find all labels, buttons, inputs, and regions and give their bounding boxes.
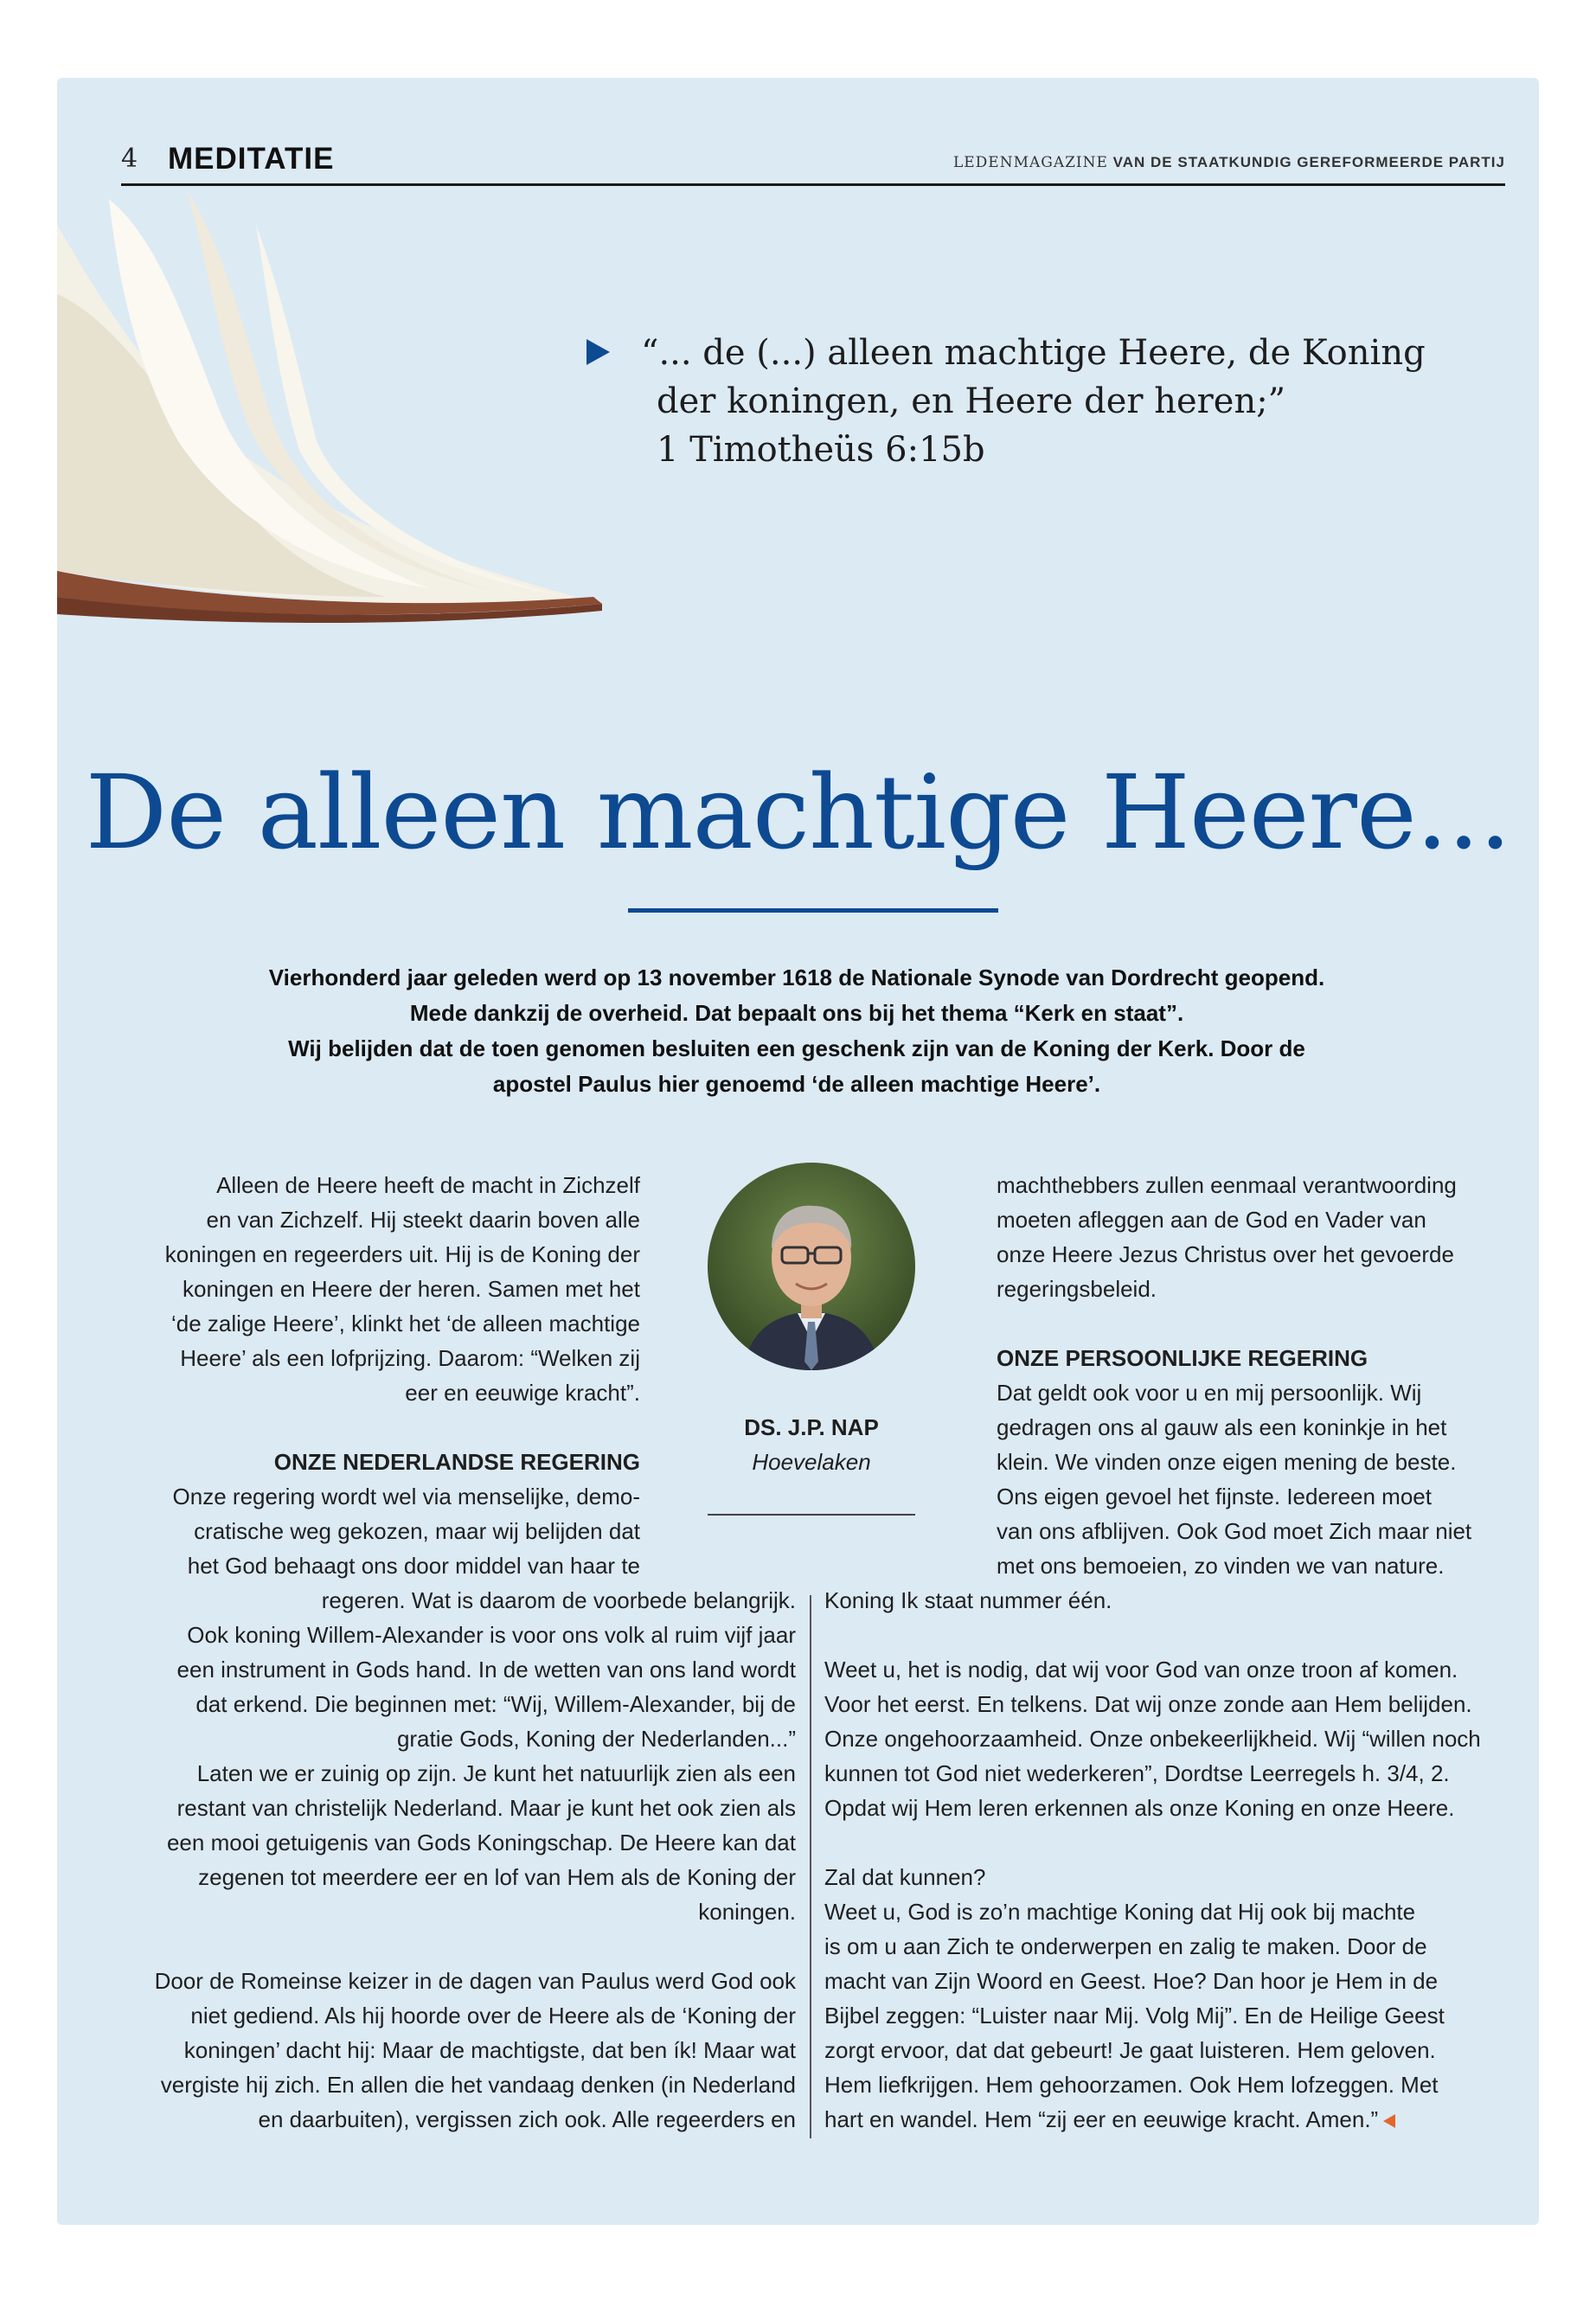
- page-header: [121, 142, 1505, 186]
- body-line: een instrument in Gods hand. In de wetten van ons land wordt: [176, 1657, 796, 1682]
- body-line: Weet u, het is nodig, dat wij voor God van onze troon af komen.: [824, 1657, 1458, 1682]
- quote-arrow-icon: [586, 339, 610, 365]
- body-line: restant van christelijk Nederland. Maar je kunt het ook zien als: [176, 1795, 796, 1821]
- body-line: Voor het eerst. En telkens. Dat wij onze zonde aan Hem belijden.: [824, 1691, 1472, 1717]
- body-line: Hem liefkrijgen. Hem gehoorzamen. Ook Hem lofzeggen. Met: [824, 2072, 1439, 2098]
- body-line: machthebbers zullen eenmaal verantwoording: [997, 1172, 1457, 1198]
- body-line: en daarbuiten), vergissen zich ook. Alle regeerders en: [258, 2106, 796, 2132]
- body-column-left-bottom: [121, 1583, 796, 2137]
- body-line: kunnen tot God niet wederkeren”, Dordtse Leerregels h. 3/4, 2.: [824, 1760, 1450, 1786]
- body-line: Door de Romeinse keizer in de dagen van Paulus werd God ook: [154, 1968, 796, 1994]
- body-line: cratische weg gekozen, maar wij belijden dat: [194, 1518, 640, 1544]
- section-title: MEDITATIE: [168, 142, 335, 176]
- body-line: Ons eigen gevoel het fijnste. Iedereen moet: [997, 1484, 1432, 1509]
- quote-line: der koningen, en Heere der heren;”: [657, 381, 1286, 421]
- body-line: Dat geldt ook voor u en mij persoonlijk. Wij: [997, 1380, 1422, 1406]
- body-line: met ons bemoeien, zo vinden we van nature.: [997, 1553, 1445, 1579]
- body-line: eer en eeuwige kracht”.: [405, 1380, 640, 1406]
- body-line: is om u aan Zich te onderwerpen en zalig te maken. Door de: [824, 1933, 1427, 1959]
- page-number: 4: [121, 144, 138, 174]
- body-line: zorgt ervoor, dat dat gebeurt! Je gaat luisteren. Hem geloven.: [824, 2037, 1436, 2063]
- body-line: koningen en regeerders uit. Hij is de Koning der: [164, 1241, 640, 1267]
- body-line: het God behaagt ons door middel van haar te: [187, 1553, 640, 1579]
- body-column-right-bottom: [824, 1583, 1516, 2137]
- body-line: regeringsbeleid.: [997, 1276, 1157, 1302]
- body-line: regeren. Wat is daarom de voorbede belangrijk.: [321, 1587, 796, 1613]
- scripture-quote: [641, 329, 1471, 474]
- body-column-left-top: [121, 1168, 640, 1583]
- body-line: Weet u, God is zo’n machtige Koning dat Hij ook bij machte: [824, 1899, 1416, 1925]
- quote-line: “... de (...) alleen machtige Heere, de Koning: [641, 333, 1426, 373]
- subheading-personal-government: ONZE PERSOONLIJKE REGERING: [997, 1345, 1368, 1371]
- body-line: van ons afblijven. Ook God moet Zich maar niet: [997, 1518, 1472, 1544]
- body-line: macht van Zijn Woord en Geest. Hoe? Dan hoor je Hem in de: [824, 1968, 1439, 1994]
- body-final-line: hart en wandel. Hem “zij eer en eeuwige kracht. Amen.”: [824, 2102, 1516, 2137]
- body-line: koningen.: [698, 1899, 796, 1925]
- body-line: moeten afleggen aan de God en Vader van: [997, 1207, 1426, 1233]
- title-divider: [628, 908, 998, 913]
- intro-line: apostel Paulus hier genoemd ‘de alleen machtige Heere’.: [492, 1071, 1101, 1097]
- article-intro: [195, 960, 1398, 1102]
- open-book-image: [57, 190, 611, 709]
- intro-line: Mede dankzij de overheid. Dat bepaalt ons bij het thema “Kerk en staat”.: [409, 1000, 1184, 1026]
- author-place: Hoevelaken: [752, 1449, 871, 1475]
- author-divider: [708, 1514, 915, 1516]
- body-line: Heere’ als een lofprijzing. Daarom: “Welken zij: [180, 1345, 640, 1371]
- author-block: [708, 1410, 915, 1479]
- body-line: Bijbel zeggen: “Luister naar Mij. Volg Mij”. En de Heilige Geest: [824, 2003, 1445, 2029]
- body-line: gratie Gods, Koning der Nederlanden...”: [396, 1726, 796, 1752]
- body-line: niet gediend. Als hij hoorde over de Heere als de ‘Koning der: [190, 2003, 796, 2029]
- author-name: DS. J.P. NAP: [744, 1414, 879, 1440]
- body-line: Onze ongehoorzaamheid. Onze onbekeerlijkheid. Wij “willen noch: [824, 1726, 1481, 1752]
- intro-line: Vierhonderd jaar geleden werd op 13 november 1618 de Nationale Synode van Dordrecht geopend.: [268, 965, 1325, 990]
- column-divider: [810, 1595, 811, 2138]
- intro-line: Wij belijden dat de toen genomen besluiten een geschenk zijn van de Koning der Kerk. Door de: [288, 1035, 1305, 1061]
- body-column-right-top: [997, 1168, 1516, 1583]
- subheading-dutch-government: ONZE NEDERLANDSE REGERING: [273, 1449, 640, 1475]
- body-line: en van Zichzelf. Hij steekt daarin boven alle: [206, 1207, 640, 1233]
- publication-name: LEDENMAGAZINE VAN DE STAATKUNDIG GEREFORMEERDE PARTIJ: [952, 154, 1505, 171]
- body-line: koningen’ dacht hij: Maar de machtigste, dat ben ík! Maar wat: [183, 2037, 796, 2063]
- quote-reference: 1 Timotheüs 6:15b: [657, 430, 985, 470]
- body-line: Ook koning Willem-Alexander is voor ons volk al ruim vijf jaar: [187, 1622, 796, 1648]
- body-line: vergiste hij zich. En allen die het vandaag denken (in Nederland: [160, 2072, 796, 2098]
- body-line: Opdat wij Hem leren erkennen als onze Koning en onze Heere.: [824, 1795, 1455, 1821]
- body-line: ‘de zalige Heere’, klinkt het ‘de alleen machtige: [171, 1311, 640, 1336]
- body-line: klein. We vinden onze eigen mening de beste.: [997, 1449, 1457, 1475]
- body-line: onze Heere Jezus Christus over het gevoerde: [997, 1241, 1454, 1267]
- body-line: Alleen de Heere heeft de macht in Zichzelf: [216, 1172, 640, 1198]
- body-line: koningen en Heere der heren. Samen met het: [182, 1276, 640, 1302]
- body-line: Koning Ik staat nummer één.: [824, 1587, 1112, 1613]
- magazine-page: [57, 78, 1539, 2225]
- end-mark-icon: [1383, 2114, 1395, 2128]
- article-title: De alleen machtige Heere...: [85, 753, 1511, 872]
- body-line: gedragen ons al gauw als een koninkje in het: [997, 1414, 1447, 1440]
- body-line: Zal dat kunnen?: [824, 1864, 986, 1890]
- body-line: dat erkend. Die beginnen met: “Wij, Willem-Alexander, bij de: [195, 1691, 796, 1717]
- body-line: zegenen tot meerdere eer en lof van Hem als de Koning der: [198, 1864, 796, 1890]
- body-line: een mooi getuigenis van Gods Koningschap. De Heere kan dat: [166, 1830, 796, 1856]
- author-portrait: [708, 1163, 915, 1370]
- body-line: Onze regering wordt wel via menselijke, demo-: [172, 1484, 640, 1509]
- body-line: Laten we er zuinig op zijn. Je kunt het natuurlijk zien als een: [196, 1760, 796, 1786]
